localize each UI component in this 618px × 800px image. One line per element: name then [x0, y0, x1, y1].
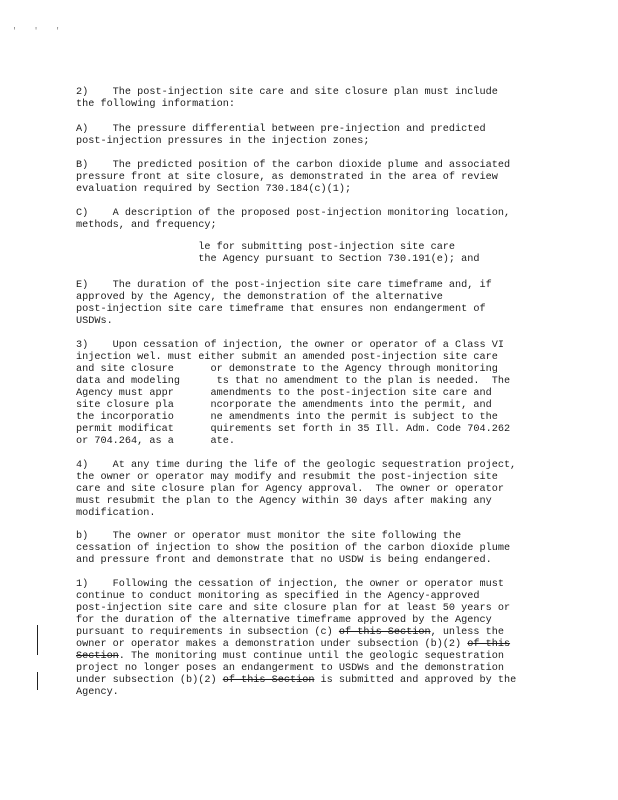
- text-line: cessation of injection to show the position of the carbon dioxide plume: [76, 543, 511, 554]
- text-segment: under subsection (b)(2): [76, 675, 223, 686]
- paragraph-item-e: [76, 280, 546, 328]
- paragraph-item-c: [76, 208, 546, 232]
- text-line: b) The owner or operator must monitor the site following the: [76, 531, 462, 542]
- text-line: 2) The post-injection site care and site closure plan must include: [76, 87, 498, 98]
- scan-marks: ' ' ': [12, 27, 67, 36]
- text-line: project no longer poses an endangerment to USDWs and the demonstration: [76, 663, 504, 674]
- text-line: the following information:: [76, 99, 235, 110]
- paragraph-item-a: [76, 124, 546, 148]
- text-line: B) The predicted position of the carbon dioxide plume and associated: [76, 160, 511, 171]
- text-line: Agency must appr amendments to the post-injection site care and: [76, 388, 492, 399]
- text-line: or 704.264, as a ate.: [76, 436, 235, 447]
- text-segment: , unless the: [430, 627, 504, 638]
- text-line: care and site closure plan for Agency approval. The owner or operator: [76, 484, 504, 495]
- text-line: permit modificat quirements set forth in 35 Ill. Adm. Code 704.262: [76, 424, 511, 435]
- paragraph-item-b: [76, 160, 546, 196]
- text-segment: owner or operator makes a demonstration under subsection (b)(2): [76, 639, 468, 650]
- text-line: [76, 627, 546, 639]
- paragraph-item-1-monitoring: [76, 579, 546, 699]
- text-line: modification.: [76, 508, 156, 519]
- text-line: the incorporatio ne amendments into the permit is subject to the: [76, 412, 498, 423]
- struck-text: Section: [76, 651, 119, 662]
- text-line: 4) At any time during the life of the geologic sequestration project,: [76, 460, 517, 471]
- paragraph-item-2: [76, 87, 546, 111]
- struck-text: of this Section: [222, 675, 315, 686]
- text-line: for the duration of the alternative timeframe approved by the Agency: [76, 615, 492, 626]
- text-line: A) The pressure differential between pre-injection and predicted: [76, 124, 486, 135]
- text-line: the owner or operator may modify and resubmit the post-injection site: [76, 472, 498, 483]
- struck-text: of this: [467, 639, 511, 650]
- struck-text: of this Section: [338, 627, 431, 638]
- text-line: and pressure front and demonstrate that no USDW is being endangered.: [76, 555, 492, 566]
- text-line: data and modeling ts that no amendment to the plan is needed. The: [76, 376, 511, 387]
- text-line: [76, 639, 546, 651]
- text-line: 1) Following the cessation of injection, the owner or operator must: [76, 579, 504, 590]
- text-line: methods, and frequency;: [76, 220, 217, 231]
- revision-bar: [37, 672, 38, 690]
- text-segment: pursuant to requirements in subsection (c): [76, 627, 339, 638]
- text-line: must resubmit the plan to the Agency within 30 days after making any: [76, 496, 492, 507]
- revision-bar: [37, 625, 38, 655]
- paragraph-item-b-monitoring: [76, 531, 546, 567]
- paragraph-item-3: [76, 340, 546, 448]
- text-line: post-injection pressures in the injection zones;: [76, 136, 370, 147]
- text-line: [76, 675, 546, 687]
- text-line: pressure front at site closure, as demonstrated in the area of review: [76, 172, 498, 183]
- text-line: the Agency pursuant to Section 730.191(e); and: [76, 254, 480, 265]
- text-line: approved by the Agency, the demonstration of the alternative: [76, 292, 443, 303]
- paragraph-item-d: [76, 242, 546, 266]
- text-line: E) The duration of the post-injection site care timeframe and, if: [76, 280, 492, 291]
- text-segment: . The monitoring must continue until the geologic sequestration: [118, 651, 504, 662]
- text-line: injection wel. must either submit an amended post-injection site care: [76, 352, 498, 363]
- text-line: USDWs.: [76, 316, 113, 327]
- text-line: site closure pla ncorporate the amendments into the permit, and: [76, 400, 492, 411]
- text-line: le for submitting post-injection site care: [76, 242, 456, 253]
- text-segment: is submitted and approved by the: [314, 675, 517, 686]
- text-line: post-injection site care and site closure plan for at least 50 years or: [76, 603, 511, 614]
- text-line: post-injection site care timeframe that ensures non endangerment of: [76, 304, 486, 315]
- text-line: continue to conduct monitoring as specified in the Agency-approved: [76, 591, 480, 602]
- text-line: 3) Upon cessation of injection, the owner or operator of a Class VI: [76, 340, 504, 351]
- text-line: [76, 651, 546, 663]
- text-line: Agency.: [76, 687, 119, 698]
- text-line: and site closure or demonstrate to the Agency through monitoring: [76, 364, 498, 375]
- text-line: C) A description of the proposed post-injection monitoring location,: [76, 208, 511, 219]
- paragraph-item-4: [76, 460, 546, 520]
- text-line: evaluation required by Section 730.184(c)(1);: [76, 184, 352, 195]
